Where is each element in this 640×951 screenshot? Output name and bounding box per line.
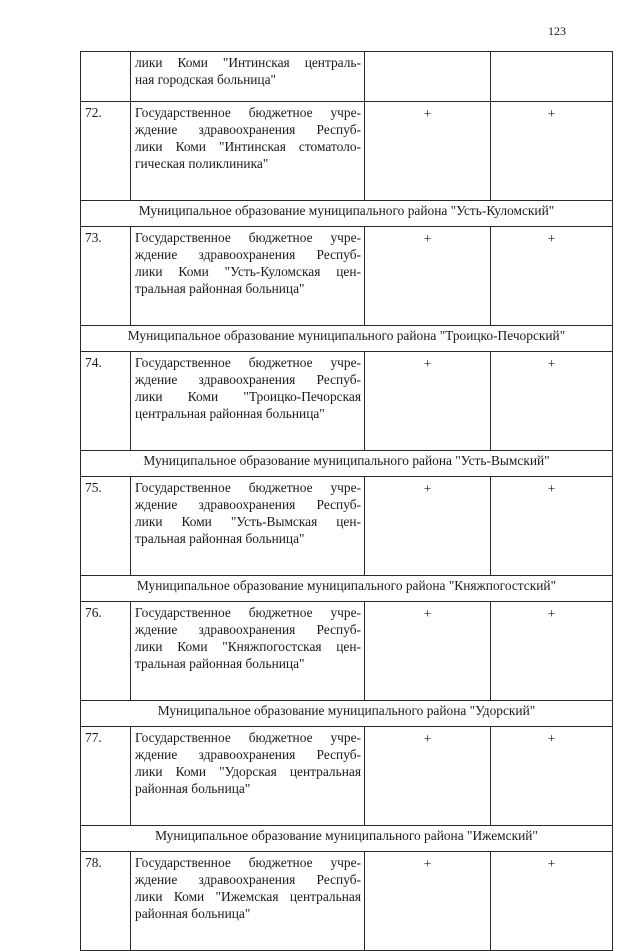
- institution-name-line: лики Коми "Удорская центральная: [135, 764, 361, 779]
- row-number-cell: 78.: [81, 852, 131, 951]
- institution-name-line: лики Коми "Ижемская центральная: [135, 889, 361, 904]
- section-header-row: [81, 201, 613, 227]
- row-number-cell: 75.: [81, 477, 131, 576]
- column-2-mark: +: [491, 602, 613, 701]
- column-2-mark: +: [491, 477, 613, 576]
- row-number-cell: 74.: [81, 352, 131, 451]
- municipality-heading: Муниципальное образование муниципального района "Удорский": [81, 701, 613, 727]
- institution-name-line: лики Коми "Усть-Вымская цен-: [135, 514, 361, 529]
- institution-name-line: ждение здравоохранения Респуб-: [135, 747, 361, 762]
- column-1-mark: +: [365, 477, 491, 576]
- table-row: [81, 477, 613, 576]
- institution-name-line: ждение здравоохранения Респуб-: [135, 497, 361, 512]
- institution-name-line: ждение здравоохранения Респуб-: [135, 622, 361, 637]
- column-2-mark: +: [491, 727, 613, 826]
- institutions-table: [80, 51, 613, 951]
- table-row: [81, 727, 613, 826]
- row-number-cell: 72.: [81, 102, 131, 201]
- institution-name-line: Государственное бюджетное учре-: [135, 730, 361, 745]
- institution-name-line: лики Коми "Троицко-Печорская: [135, 389, 361, 404]
- column-1-mark: +: [365, 852, 491, 951]
- institution-name-cell: [131, 727, 365, 826]
- section-header-row: [81, 326, 613, 352]
- municipality-heading: Муниципальное образование муниципального района "Троицко-Печорский": [81, 326, 613, 352]
- institutions-table-body: [81, 52, 613, 951]
- institution-name-cell: [131, 227, 365, 326]
- column-1-mark: [365, 52, 491, 102]
- institution-name-line: Государственное бюджетное учре-: [135, 480, 361, 495]
- column-1-mark: +: [365, 102, 491, 201]
- municipality-heading: Муниципальное образование муниципального района "Княжпогостский": [81, 576, 613, 602]
- institution-name-line: ная городская больница": [135, 72, 277, 87]
- institution-name-cell: [131, 352, 365, 451]
- institution-name-cell: [131, 102, 365, 201]
- institution-name-line: районная больница": [135, 781, 251, 796]
- table-row-continuation: [81, 52, 613, 102]
- column-2-mark: +: [491, 352, 613, 451]
- table-row: [81, 602, 613, 701]
- institution-name-line: Государственное бюджетное учре-: [135, 230, 361, 245]
- section-header-row: [81, 826, 613, 852]
- municipality-heading: Муниципальное образование муниципального района "Усть-Куломский": [81, 201, 613, 227]
- row-number-cell: [81, 52, 131, 102]
- institution-name-cell: [131, 52, 365, 102]
- institution-name-cell: [131, 852, 365, 951]
- institution-name-line: тральная районная больница": [135, 531, 305, 546]
- institution-name-line: лики Коми "Усть-Куломская цен-: [135, 264, 361, 279]
- column-2-mark: +: [491, 102, 613, 201]
- institution-name-line: лики Коми "Княжпогостская цен-: [135, 639, 361, 654]
- row-number-cell: 76.: [81, 602, 131, 701]
- column-1-mark: +: [365, 227, 491, 326]
- table-row: [81, 852, 613, 951]
- municipality-heading: Муниципальное образование муниципального района "Ижемский": [81, 826, 613, 852]
- institution-name-line: ждение здравоохранения Респуб-: [135, 247, 361, 262]
- institution-name-line: Государственное бюджетное учре-: [135, 105, 361, 120]
- institution-name-line: гическая поликлиника": [135, 156, 269, 171]
- institution-name-line: лики Коми "Интинская стоматоло-: [135, 139, 361, 154]
- section-header-row: [81, 576, 613, 602]
- institution-name-line: лики Коми "Интинская централь-: [135, 55, 361, 70]
- institution-name-line: ждение здравоохранения Респуб-: [135, 122, 361, 137]
- table-row: [81, 352, 613, 451]
- institution-name-cell: [131, 602, 365, 701]
- column-1-mark: +: [365, 602, 491, 701]
- institution-name-line: Государственное бюджетное учре-: [135, 605, 361, 620]
- row-number-cell: 77.: [81, 727, 131, 826]
- column-2-mark: [491, 52, 613, 102]
- institution-name-line: центральная районная больница": [135, 406, 325, 421]
- institution-name-line: тральная районная больница": [135, 281, 305, 296]
- row-number-cell: 73.: [81, 227, 131, 326]
- column-1-mark: +: [365, 352, 491, 451]
- institution-name-line: Государственное бюджетное учре-: [135, 355, 361, 370]
- institution-name-line: ждение здравоохранения Респуб-: [135, 872, 361, 887]
- institution-name-line: ждение здравоохранения Респуб-: [135, 372, 361, 387]
- municipality-heading: Муниципальное образование муниципального района "Усть-Вымский": [81, 451, 613, 477]
- section-header-row: [81, 701, 613, 727]
- institution-name-line: районная больница": [135, 906, 251, 921]
- column-2-mark: +: [491, 227, 613, 326]
- column-1-mark: +: [365, 727, 491, 826]
- table-row: [81, 227, 613, 326]
- page-number: 123: [548, 24, 566, 38]
- section-header-row: [81, 451, 613, 477]
- column-2-mark: +: [491, 852, 613, 951]
- table-row: [81, 102, 613, 201]
- institution-name-line: Государственное бюджетное учре-: [135, 855, 361, 870]
- institution-name-line: тральная районная больница": [135, 656, 305, 671]
- institution-name-cell: [131, 477, 365, 576]
